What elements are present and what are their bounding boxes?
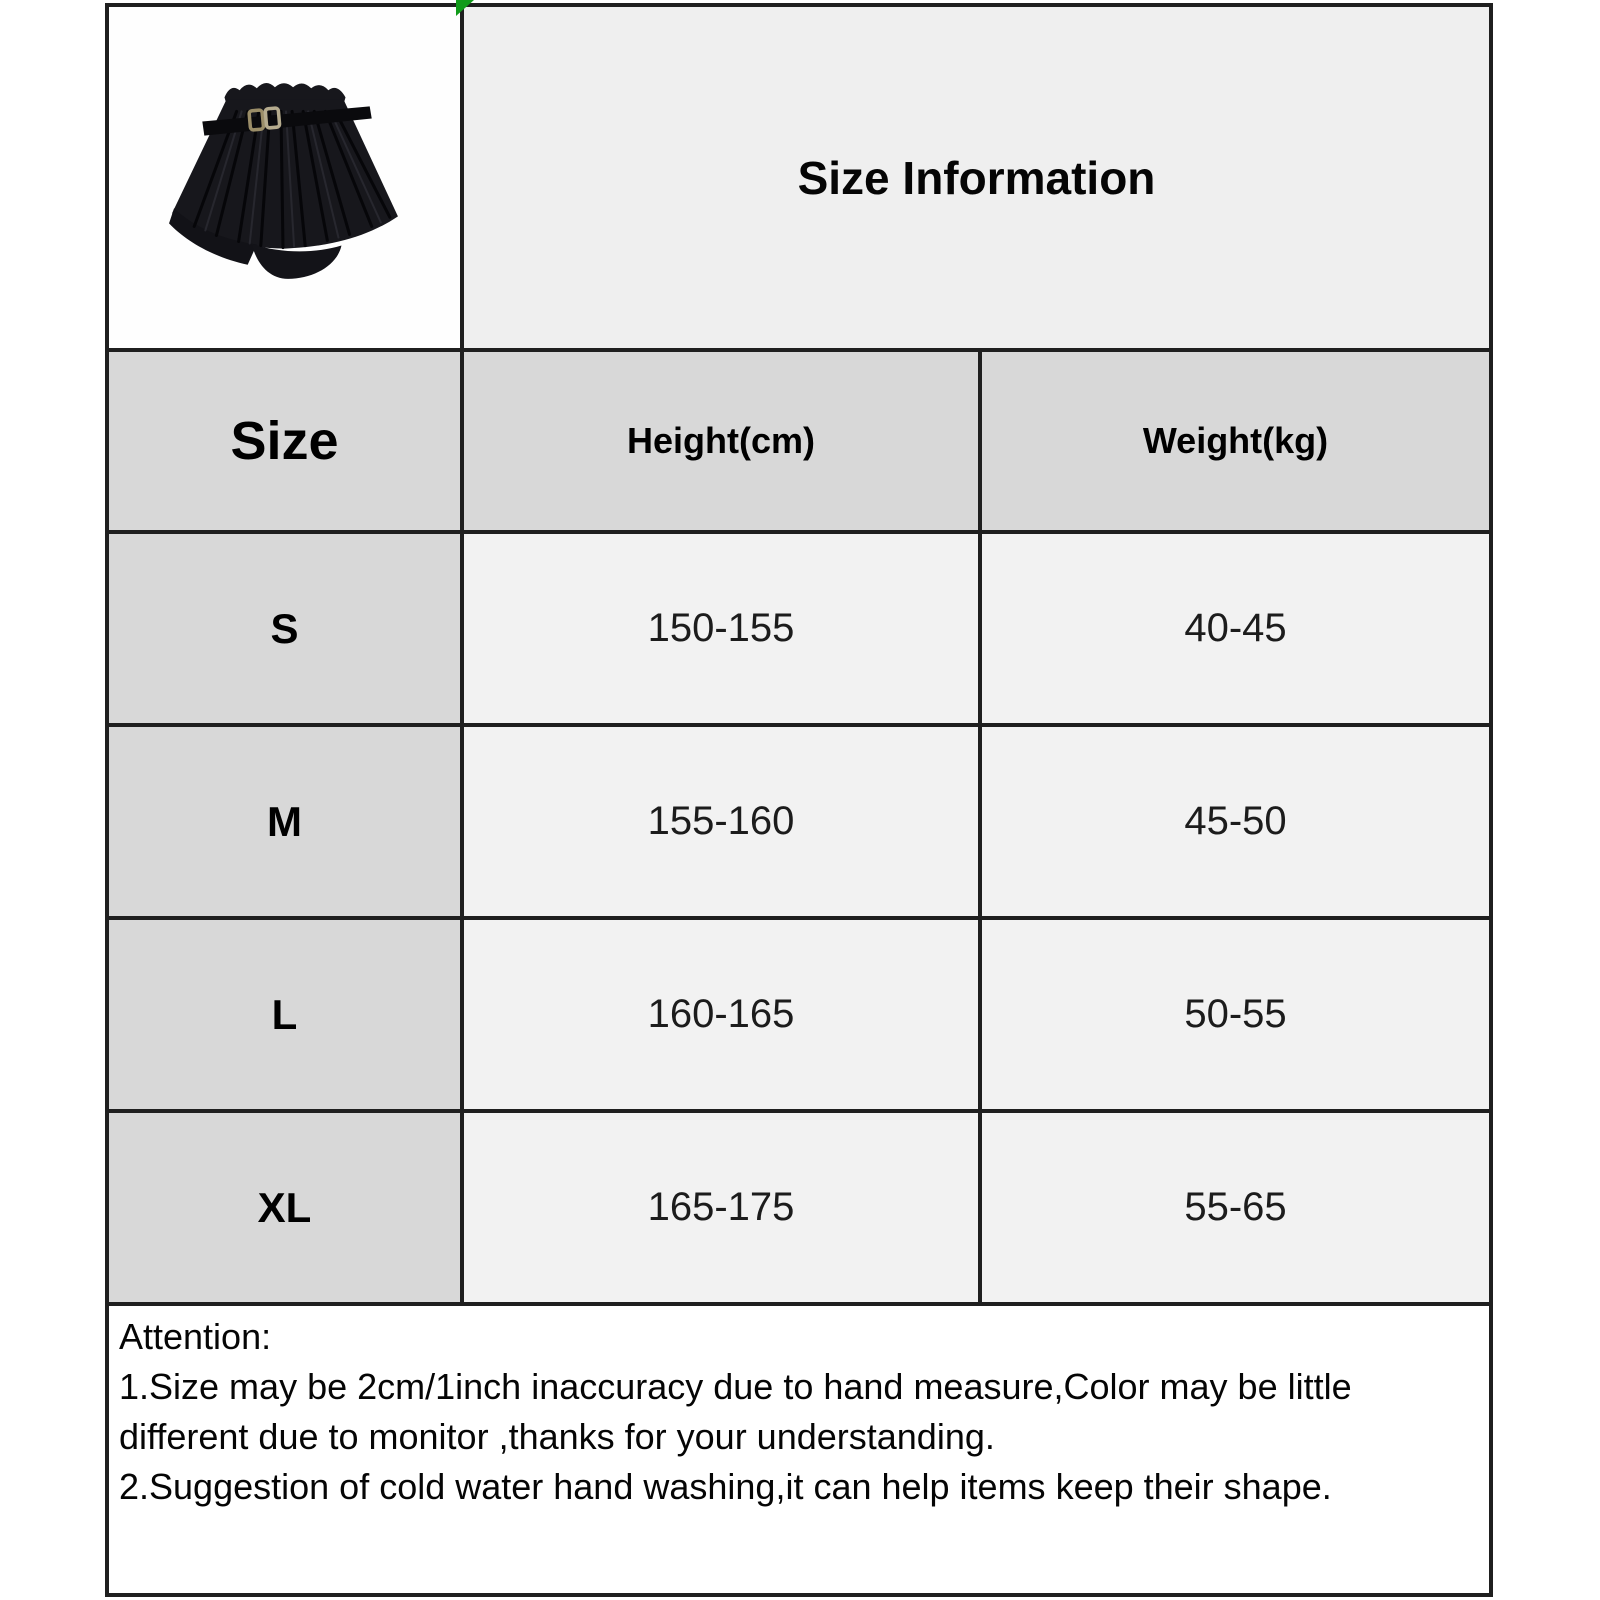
product-image-cell [109, 7, 460, 348]
attention-heading: Attention: [119, 1316, 272, 1357]
column-header-size: Size [109, 352, 460, 530]
column-header-height: Height(cm) [464, 352, 978, 530]
size-row-label-xl: XL [109, 1113, 460, 1302]
height-value-l: 160-165 [464, 920, 978, 1109]
height-value-s: 150-155 [464, 534, 978, 723]
pleated-skirt-graphic [164, 77, 406, 279]
weight-value-l: 50-55 [982, 920, 1489, 1109]
size-row-label-s: S [109, 534, 460, 723]
product-photo [109, 7, 460, 348]
green-corner-marker-icon [456, 0, 474, 16]
page-title: Size Information [797, 151, 1156, 204]
weight-value-m: 45-50 [982, 727, 1489, 916]
attention-box [109, 1306, 1489, 1593]
attention-line-1: 1.Size may be 2cm/1inch inaccuracy due to hand measure,Color may be little [119, 1366, 1352, 1407]
column-header-weight: Weight(kg) [982, 352, 1489, 530]
weight-value-xl: 55-65 [982, 1113, 1489, 1302]
size-chart-table [105, 3, 1493, 1597]
weight-value-s: 40-45 [982, 534, 1489, 723]
size-row-label-l: L [109, 920, 460, 1109]
height-value-m: 155-160 [464, 727, 978, 916]
size-row-label-m: M [109, 727, 460, 916]
attention-line-3: 2.Suggestion of cold water hand washing,it can help items keep their shape. [119, 1466, 1332, 1507]
height-value-xl: 165-175 [464, 1113, 978, 1302]
title-cell [464, 7, 1489, 348]
attention-line-2: different due to monitor ,thanks for your understanding. [119, 1416, 995, 1457]
